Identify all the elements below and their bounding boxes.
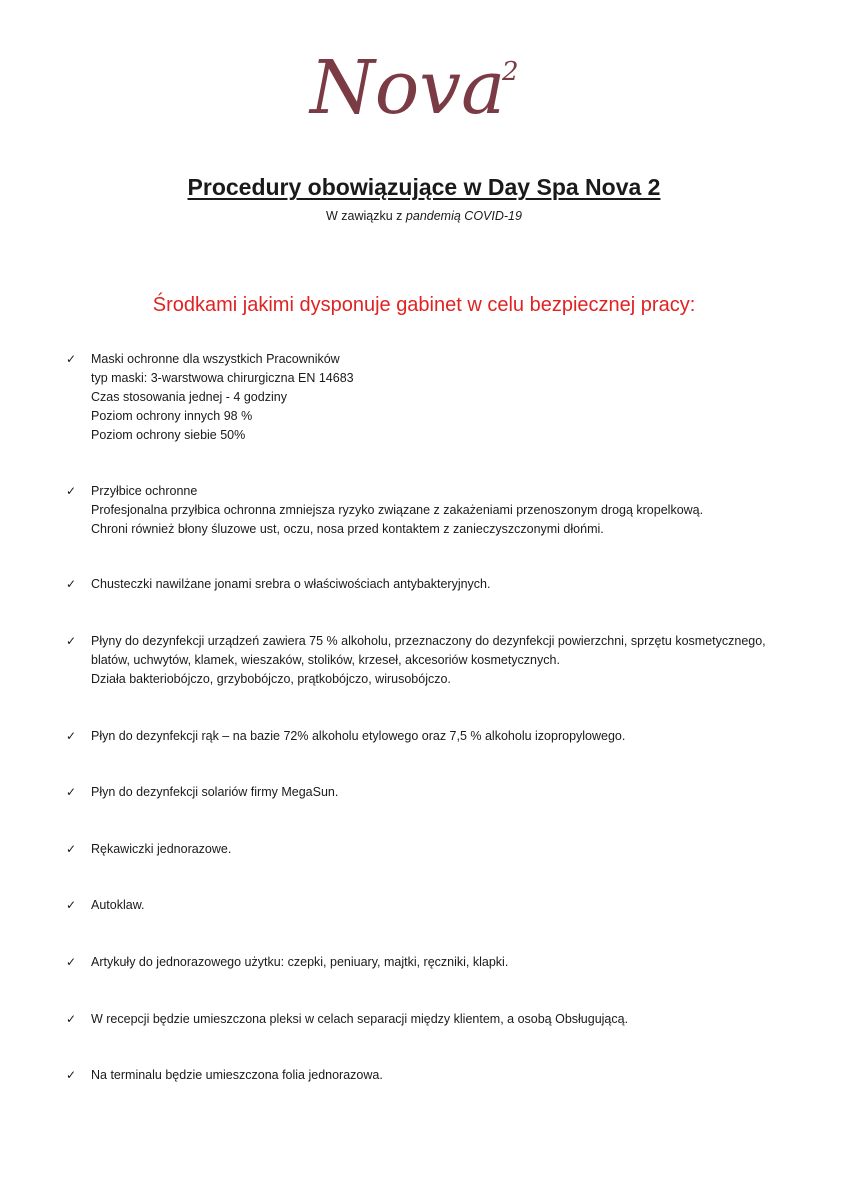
checklist-item-text: [91, 575, 806, 594]
checklist-item-text: [91, 783, 806, 802]
logo-superscript: 2: [502, 57, 519, 87]
page-title-text: Procedury obowiązujące w Day Spa Nova 2: [187, 174, 661, 200]
checklist-item-line: blatów, uchwytów, klamek, wieszaków, stolików, krzeseł, akcesoriów kosmetycznych.: [91, 653, 560, 667]
checklist-item-text: [91, 350, 806, 445]
checklist-item-text: [91, 482, 806, 539]
nova2-logo-mark: [304, 38, 544, 128]
checklist-item-line: Maski ochronne dla wszystkich Pracowników: [91, 352, 340, 366]
subtitle-italic: pandemią COVID-19: [405, 209, 522, 223]
checkmark-icon: ✓: [66, 955, 77, 969]
checklist-item-line: Profesjonalna przyłbica ochronna zmniejsza ryzyko związane z zakażeniami przenoszonym drogą kropelkową.: [91, 503, 704, 517]
checklist-item-text: [91, 953, 806, 972]
checklist-item-line: Poziom ochrony innych 98 %: [91, 409, 253, 423]
checklist-item-line: Poziom ochrony siebie 50%: [91, 428, 246, 442]
checklist-item-text: [91, 727, 806, 746]
nova2-logo: [0, 38, 848, 128]
page-title: [0, 172, 848, 202]
checkmark-icon: ✓: [66, 842, 77, 856]
section-heading: Środkami jakimi dysponuje gabinet w celu bezpiecznej pracy:: [152, 294, 696, 316]
checklist-item-line: Na terminalu będzie umieszczona folia jednorazowa.: [91, 1068, 383, 1082]
checklist-item-line: Działa bakteriobójczo, grzybobójczo, prątkobójczo, wirusobójczo.: [91, 672, 451, 686]
checklist-item-line: Autoklaw.: [91, 898, 145, 912]
checkmark-icon: ✓: [66, 785, 77, 799]
checklist-item-text: [91, 896, 806, 915]
checklist-item-line: Rękawiczki jednorazowe.: [91, 842, 232, 856]
checklist-item-text: [91, 1010, 806, 1029]
checkmark-icon: ✓: [66, 634, 77, 648]
checkmark-icon: ✓: [66, 729, 77, 743]
page-subtitle: [0, 207, 848, 225]
checklist-item-line: Artykuły do jednorazowego użytku: czepki, peniuary, majtki, ręczniki, klapki.: [91, 955, 509, 969]
checklist-item-line: typ maski: 3-warstwowa chirurgiczna EN 14683: [91, 371, 354, 385]
subtitle-prefix: W zawiązku z: [326, 209, 406, 223]
checklist-item-line: Chroni również błony śluzowe ust, oczu, nosa przed kontaktem z zanieczyszczonymi dłońmi.: [91, 522, 604, 536]
checkmark-icon: ✓: [66, 898, 77, 912]
checklist-item-text: [91, 840, 806, 859]
checklist-item-line: Chusteczki nawilżane jonami srebra o właściwościach antybakteryjnych.: [91, 577, 491, 591]
checkmark-icon: ✓: [66, 577, 77, 591]
checklist-item-line: Płyny do dezynfekcji urządzeń zawiera 75 % alkoholu, przeznaczony do dezynfekcji powierzchni, sprzętu kosmetycznego,: [91, 634, 766, 648]
checkmark-icon: ✓: [66, 1068, 77, 1082]
checklist-item-line: Przyłbice ochronne: [91, 484, 198, 498]
checklist-item-line: Czas stosowania jednej - 4 godziny: [91, 390, 287, 404]
checkmark-icon: ✓: [66, 352, 77, 366]
checklist-item-line: W recepcji będzie umieszczona pleksi w celach separacji między klientem, a osobą Obsługującą.: [91, 1012, 629, 1026]
checklist-item-text: [91, 632, 806, 689]
checklist-item-line: Płyn do dezynfekcji solariów firmy MegaSun.: [91, 785, 339, 799]
checkmark-icon: ✓: [66, 1012, 77, 1026]
checklist-item-line: Płyn do dezynfekcji rąk – na bazie 72% alkoholu etylowego oraz 7,5 % alkoholu izopropylowego.: [91, 729, 626, 743]
logo-brand-text: Nova: [310, 45, 506, 128]
checkmark-icon: ✓: [66, 484, 77, 498]
checklist-item-text: [91, 1066, 806, 1085]
